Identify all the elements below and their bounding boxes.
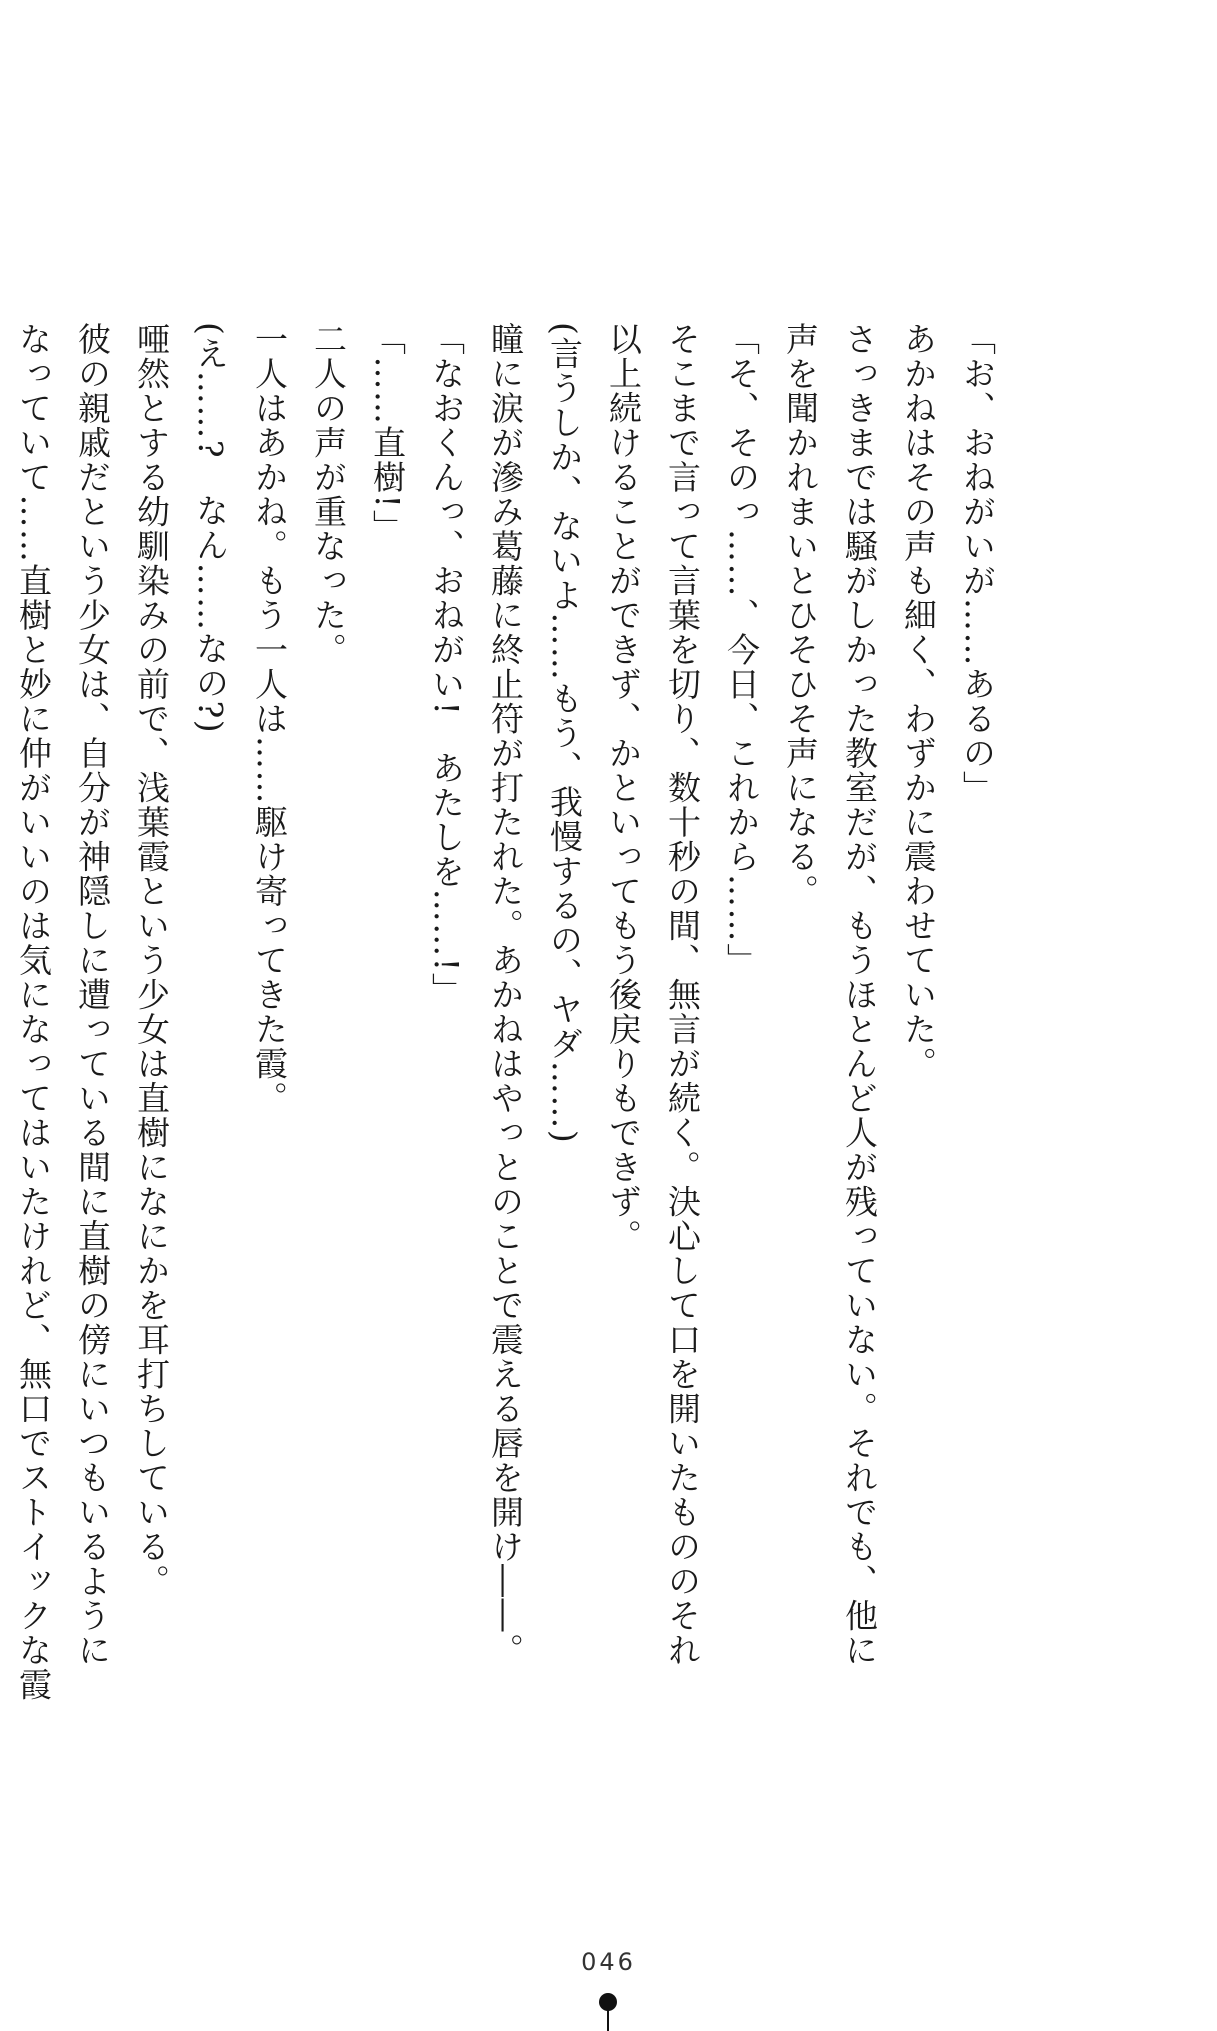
text-line: 「お、おねがいが……あるの」 [958,322,997,805]
text-line: なっていて……直樹と妙に仲がいいのは気になってはいたけれど、無口でストイックな霞 [14,322,53,1702]
text-line: 「なおくんっ、おねがい! あたしを……!」 [427,322,466,1008]
text-line: 唖然とする幼馴染みの前で、浅葉霞という少女は直樹になにかを耳打ちしている。 [132,322,171,1599]
text-line: 一人はあかね。もう一人は……駆け寄ってきた霞。 [250,322,289,1116]
page-marker-icon [592,1991,624,2031]
text-line: さっきまでは騒がしかった教室だが、もうほとんど人が残っていない。それでも、他に [840,322,879,1668]
text-line: 彼の親戚だという少女は、自分が神隠しに遭っている間に直樹の傍にいつもいるように [73,322,112,1668]
page-number: 046 [581,1948,636,1976]
text-line: 「そ、そのっ……、今日、これから……」 [722,322,761,978]
text-line: 「……直樹!」 [368,322,407,544]
text-line: 以上続けることができず、かといってもう後戻りもできず。 [604,322,643,1254]
text-line: (言うしか、ないよ……もう、我慢するの、ヤダ……) [545,322,584,1145]
text-line: 声を聞かれまいとひそひそ声になる。 [781,322,820,909]
text-line: あかねはその声も細く、わずかに震わせていた。 [899,322,938,1081]
text-line [0,322,4,1732]
text-line: そこまで言って言葉を切り、数十秒の間、無言が続く。決心して口を開いたもののそれ [663,322,702,1668]
text-line: 二人の声が重なった。 [309,322,348,667]
text-line: 瞳に涙が滲み葛藤に終止符が打たれた。あかねはやっとのことで震える唇を開け――。 [486,322,525,1668]
body-text [0,322,1007,1732]
text-line: (え……? なん……なの?) [191,322,230,735]
